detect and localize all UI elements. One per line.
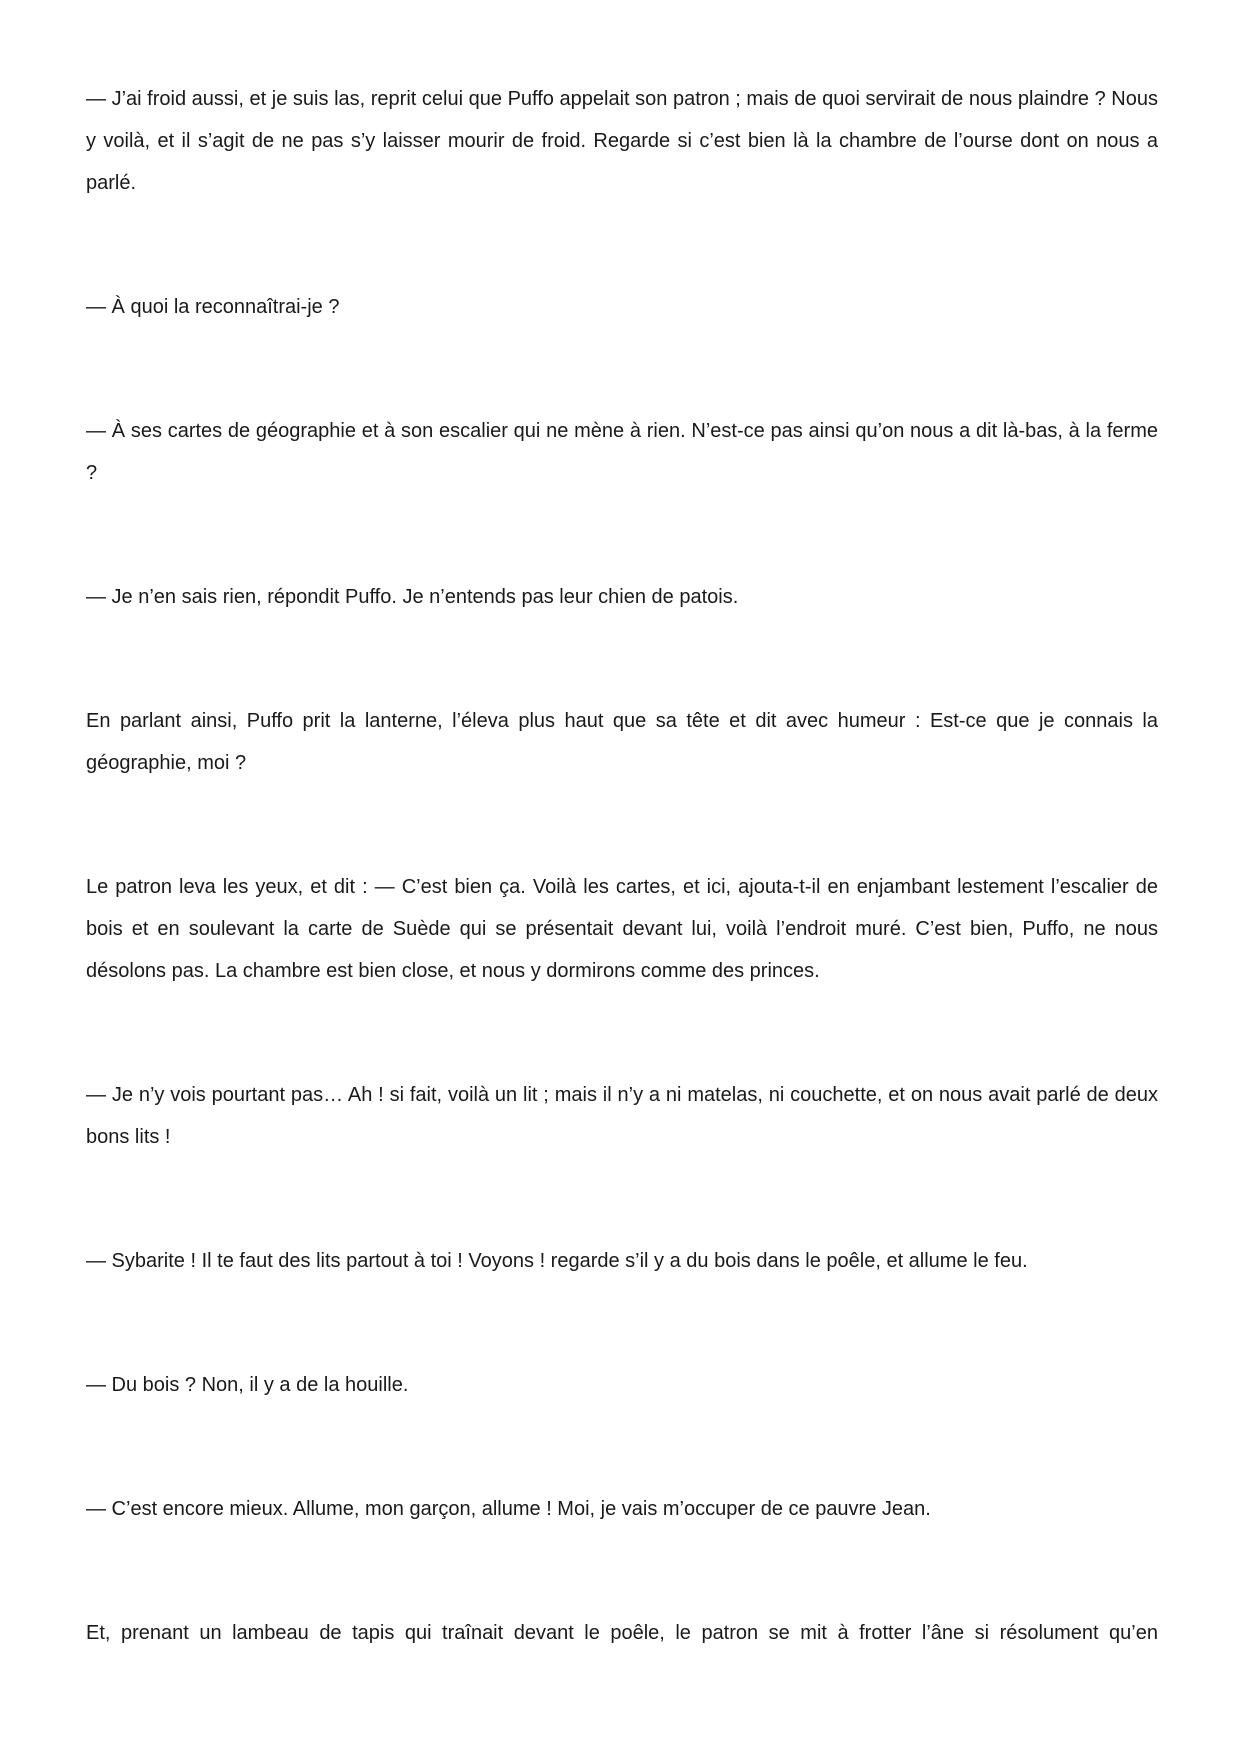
paragraph-11: Et, prenant un lambeau de tapis qui traînait devant le poêle, le patron se mit à frotter l’âne si résolument qu’en — [86, 1622, 1158, 1644]
paragraph-8: — Sybarite ! Il te faut des lits partout à toi ! Voyons ! regarde s’il y a du bois dans le poêle, et allume le feu. — [86, 1250, 1028, 1272]
paragraph-5: En parlant ainsi, Puffo prit la lanterne, l’éleva plus haut que sa tête et dit avec humeur : Est-ce que je connais la géographie, moi ? — [86, 710, 1158, 774]
paragraph-1: — J’ai froid aussi, et je suis las, reprit celui que Puffo appelait son patron ; mais de quoi servirait de nous plaindre ? Nous y voilà, et il s’agit de ne pas s’y laisser mourir de froid. Regarde si c’est bien là la chambre de l’ourse dont on nous a parlé. — [86, 88, 1158, 194]
paragraph-6: Le patron leva les yeux, et dit : — C’est bien ça. Voilà les cartes, et ici, ajouta-t-il en enjambant lestement l’escalier de bois et en soulevant la carte de Suède qui se présentait devant lui, voilà l’endroit muré. C’est bien, Puffo, ne nous désolons pas. La chambre est bien close, et nous y dormirons comme des princes. — [86, 876, 1158, 982]
paragraph-9: — Du bois ? Non, il y a de la houille. — [86, 1374, 409, 1396]
paragraph-3: — À ses cartes de géographie et à son escalier qui ne mène à rien. N’est-ce pas ainsi qu’on nous a dit là-bas, à la ferme ? — [86, 420, 1158, 484]
paragraph-10: — C’est encore mieux. Allume, mon garçon, allume ! Moi, je vais m’occuper de ce pauvre Jean. — [86, 1498, 931, 1520]
paragraph-2: — À quoi la reconnaîtrai-je ? — [86, 296, 340, 318]
document-page — [86, 78, 1158, 1654]
paragraph-7: — Je n’y vois pourtant pas… Ah ! si fait, voilà un lit ; mais il n’y a ni matelas, ni couchette, et on nous avait parlé de deux bons lits ! — [86, 1084, 1158, 1148]
paragraph-4: — Je n’en sais rien, répondit Puffo. Je n’entends pas leur chien de patois. — [86, 586, 739, 608]
